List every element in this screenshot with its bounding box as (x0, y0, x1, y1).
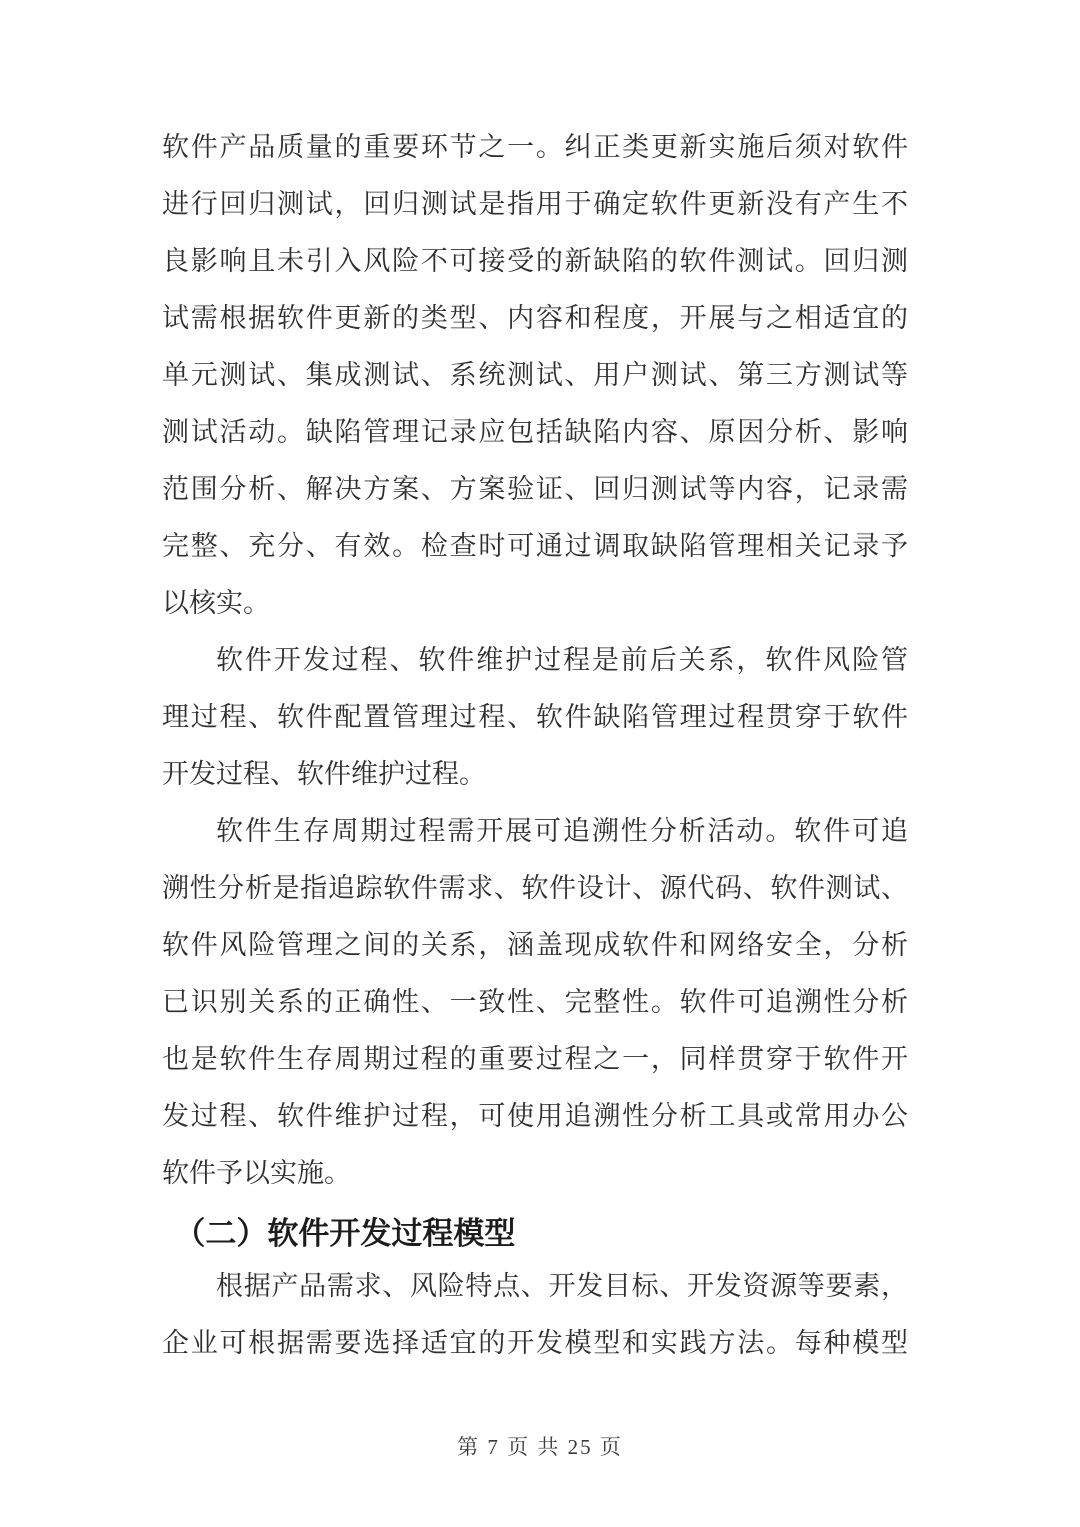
text-line: 软件风险管理之间的关系，涵盖现成软件和网络安全，分析 (162, 930, 908, 960)
text-line: 进行回归测试，回归测试是指用于确定软件更新没有产生不 (162, 189, 908, 219)
text-line: 已识别关系的正确性、一致性、完整性。软件可追溯性分析 (162, 987, 908, 1017)
text-line: 以核实。 (162, 588, 270, 618)
text-line: 软件予以实施。 (162, 1158, 351, 1188)
text-line: 根据产品需求、风险特点、开发目标、开发资源等要素， (216, 1271, 908, 1301)
text-line: 测试活动。缺陷管理记录应包括缺陷内容、原因分析、影响 (162, 417, 908, 447)
section-heading: （二）软件开发过程模型 (174, 1216, 516, 1251)
text-line: 完整、充分、有效。检查时可通过调取缺陷管理相关记录予 (162, 531, 908, 561)
text-line: 开发过程、软件维护过程。 (162, 759, 486, 789)
text-line: 软件开发过程、软件维护过程是前后关系，软件风险管 (216, 645, 908, 675)
page-footer: 第 7 页 共 25 页 (457, 1435, 623, 1459)
text-line: 企业可根据需要选择适宜的开发模型和实践方法。每种模型 (162, 1328, 908, 1358)
text-line: 软件产品质量的重要环节之一。纠正类更新实施后须对软件 (162, 132, 908, 162)
text-line: 也是软件生存周期过程的重要过程之一，同样贯穿于软件开 (162, 1044, 908, 1074)
text-line: 单元测试、集成测试、系统测试、用户测试、第三方测试等 (162, 360, 908, 390)
text-line: 软件生存周期过程需开展可追溯性分析活动。软件可追 (216, 816, 908, 846)
text-line: 试需根据软件更新的类型、内容和程度，开展与之相适宜的 (162, 303, 908, 333)
text-line: 发过程、软件维护过程，可使用追溯性分析工具或常用办公 (162, 1101, 908, 1131)
text-line: 溯性分析是指追踪软件需求、软件设计、源代码、软件测试、 (162, 873, 908, 903)
text-line: 理过程、软件配置管理过程、软件缺陷管理过程贯穿于软件 (162, 702, 908, 732)
text-line: 范围分析、解决方案、方案验证、回归测试等内容，记录需 (162, 474, 908, 504)
document-content (162, 119, 908, 1372)
text-line: 良影响且未引入风险不可接受的新缺陷的软件测试。回归测 (162, 246, 908, 276)
